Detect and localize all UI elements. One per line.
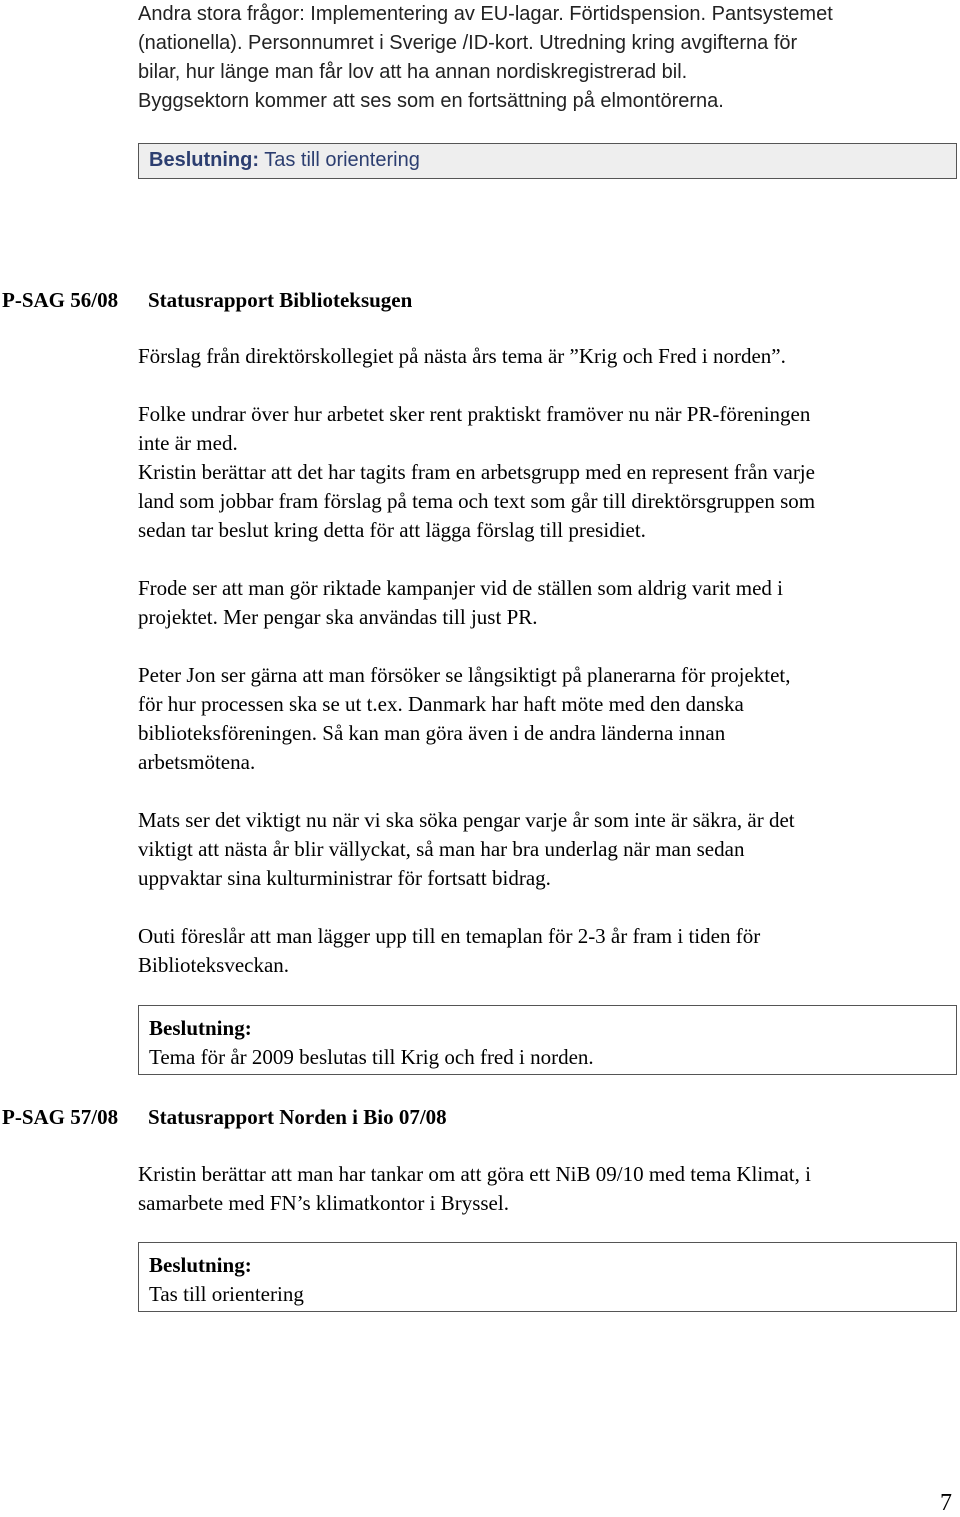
paragraph-line: för hur processen ska se ut t.ex. Danmark har haft möte med den danska	[138, 692, 744, 716]
paragraph-line: Outi föreslår att man lägger upp till en temaplan för 2-3 år fram i tiden för	[138, 924, 761, 948]
intro-paragraph	[138, 0, 948, 116]
decision-box-3	[138, 1242, 957, 1312]
intro-line: Byggsektorn kommer att ses som en fortsättning på elmontörerna.	[138, 90, 724, 112]
intro-line: (nationella). Personnumret i Sverige /ID-kort. Utredning kring avgifterna för	[138, 32, 798, 54]
decision-text: Tas till orientering	[264, 149, 420, 171]
paragraph-line: Kristin berättar att det har tagits fram en arbetsgrupp med en represent från varje	[138, 460, 815, 484]
decision-label: Beslutning:	[149, 149, 259, 171]
paragraph-line: viktigt att nästa år blir vällyckat, så man har bra underlag när man sedan	[138, 837, 745, 861]
section-title: Statusrapport Biblioteksugen	[148, 288, 413, 312]
intro-line: Andra stora frågor: Implementering av EU-lagar. Förtidspension. Pantsystemet	[138, 3, 833, 25]
section-body-56	[138, 342, 953, 980]
section-code: P-SAG 56/08	[2, 288, 119, 312]
intro-line: bilar, hur länge man får lov att ha annan nordiskregistrerad bil.	[138, 61, 688, 83]
decision-box-2	[138, 1005, 957, 1075]
paragraph-line: biblioteksföreningen. Så kan man göra även i de andra länderna innan	[138, 721, 726, 745]
paragraph-line: Frode ser att man gör riktade kampanjer vid de ställen som aldrig varit med i	[138, 576, 783, 600]
paragraph-line: samarbete med FN’s klimatkontor i Bryssel.	[138, 1191, 509, 1215]
section-heading-57	[2, 1103, 447, 1132]
paragraph-line: Folke undrar över hur arbetet sker rent praktiskt framöver nu när PR-föreningen	[138, 402, 811, 426]
decision-line	[149, 146, 420, 175]
section-body-57	[138, 1160, 953, 1218]
paragraph-line: uppvaktar sina kulturministrar för fortsatt bidrag.	[138, 866, 551, 890]
paragraph-line: Kristin berättar att man har tankar om att göra ett NiB 09/10 med tema Klimat, i	[138, 1162, 811, 1186]
decision-label: Beslutning:	[149, 1016, 252, 1040]
section-code: P-SAG 57/08	[2, 1105, 119, 1129]
paragraph-line: Mats ser det viktigt nu när vi ska söka pengar varje år som inte är säkra, är det	[138, 808, 795, 832]
paragraph-line: sedan tar beslut kring detta för att lägga förslag till presidiet.	[138, 518, 646, 542]
decision-box-1	[138, 143, 957, 179]
decision-text: Tema för år 2009 beslutas till Krig och fred i norden.	[149, 1045, 594, 1069]
page-number: 7	[940, 1490, 952, 1516]
paragraph-line: Biblioteksveckan.	[138, 953, 290, 977]
section-title: Statusrapport Norden i Bio 07/08	[148, 1105, 447, 1129]
paragraph: Förslag från direktörskollegiet på nästa års tema är ”Krig och Fred i norden”.	[138, 344, 786, 368]
decision-label: Beslutning:	[149, 1253, 252, 1277]
paragraph-line: Peter Jon ser gärna att man försöker se långsiktigt på planerarna för projektet,	[138, 663, 791, 687]
paragraph-line: projektet. Mer pengar ska användas till just PR.	[138, 605, 538, 629]
paragraph-line: inte är med.	[138, 431, 238, 455]
section-heading-56	[2, 286, 412, 315]
paragraph-line: arbetsmötena.	[138, 750, 256, 774]
paragraph-line: land som jobbar fram förslag på tema och text som går till direktörsgruppen som	[138, 489, 816, 513]
decision-text: Tas till orientering	[149, 1282, 304, 1306]
